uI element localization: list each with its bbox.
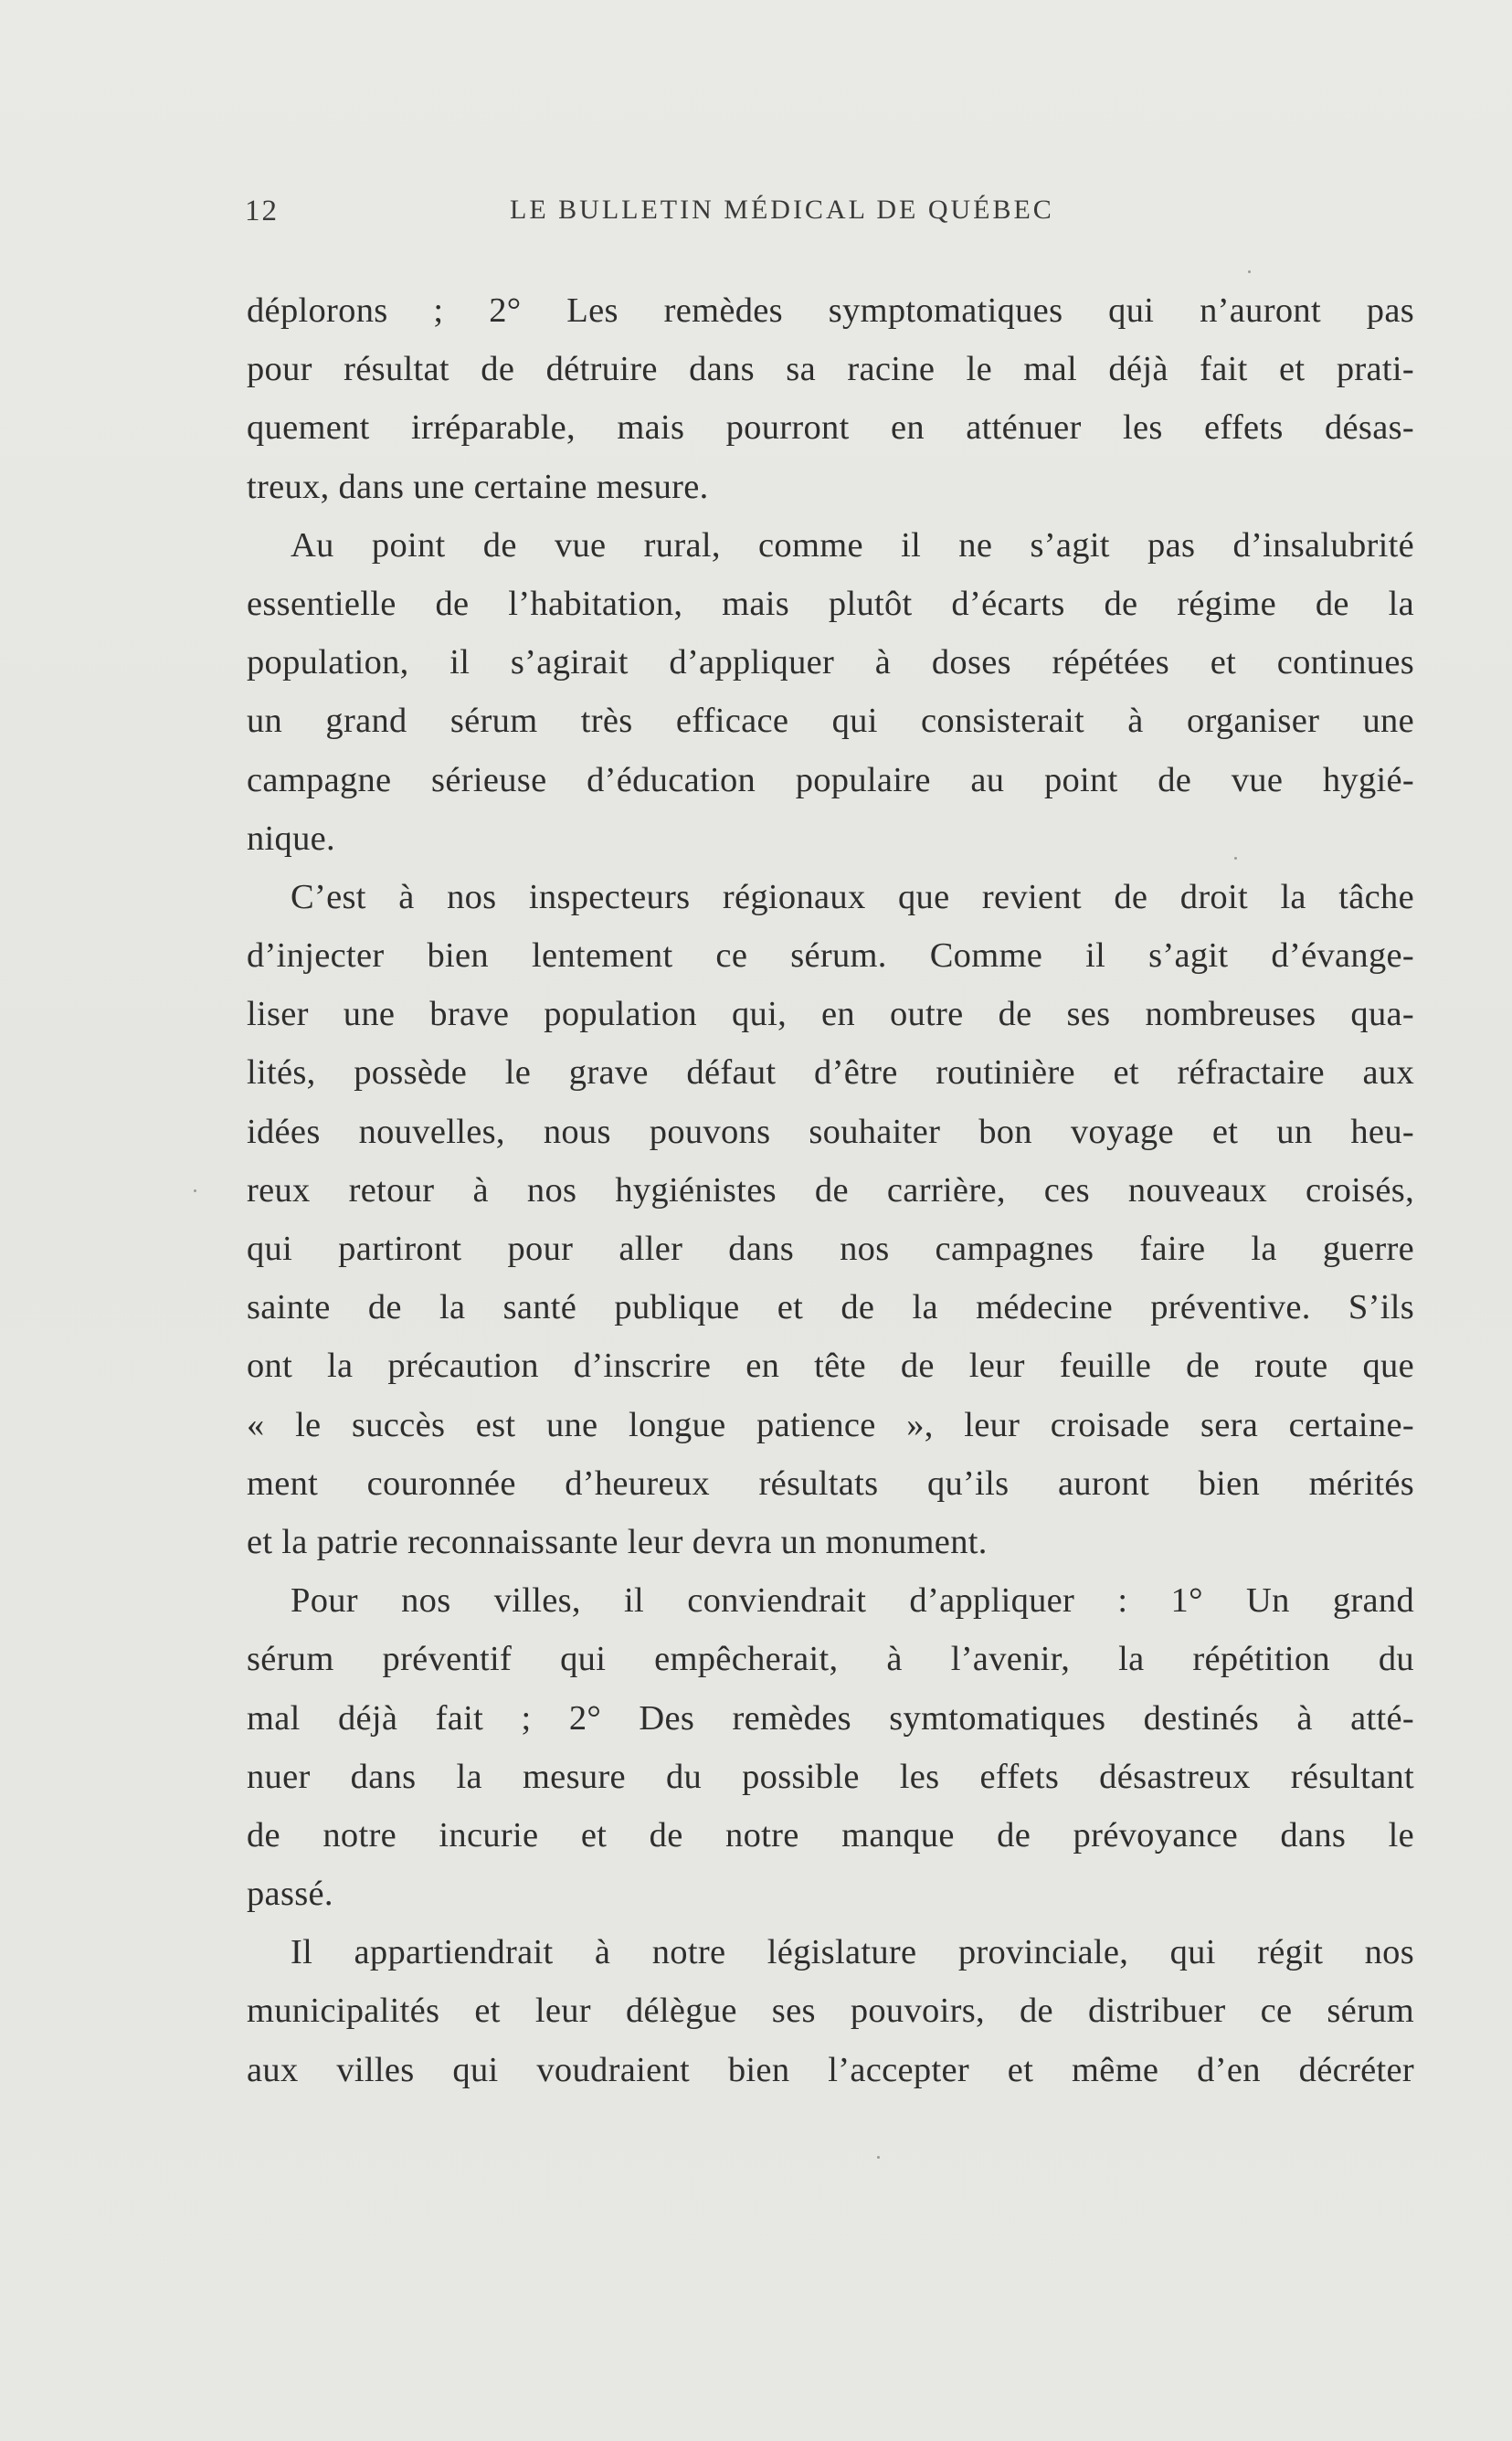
- text-line: treux, dans une certaine mesure.: [247, 467, 709, 506]
- text-line: mal déjà fait ; 2° Des remèdes symtomatiques destinés à atté-: [247, 1698, 1414, 1738]
- paper-speck: [1248, 270, 1251, 273]
- paper-speck: [877, 2156, 880, 2159]
- text-line: sérum préventif qui empêcherait, à l’avenir, la répétition du: [247, 1640, 1414, 1679]
- text-line: ment couronnée d’heureux résultats qu’ils auront bien mérités: [247, 1464, 1414, 1503]
- text-line: liser une brave population qui, en outre de ses nombreuses qua-: [247, 995, 1414, 1034]
- text-line: de notre incurie et de notre manque de prévoyance dans le: [247, 1815, 1414, 1855]
- text-line: nuer dans la mesure du possible les effets désastreux résultant: [247, 1757, 1414, 1796]
- text-line: idées nouvelles, nous pouvons souhaiter bon voyage et un heu-: [247, 1112, 1414, 1151]
- text-line: qui partiront pour aller dans nos campagnes faire la guerre: [247, 1230, 1414, 1268]
- text-line: déplorons ; 2° Les remèdes symptomatiques qui n’auront pas: [247, 291, 1414, 330]
- text-line: sainte de la santé publique et de la médecine préventive. S’ils: [247, 1288, 1414, 1327]
- page-header: [245, 195, 1414, 235]
- body-text: [247, 281, 1414, 2099]
- text-line: reux retour à nos hygiénistes de carrière, ces nouveaux croisés,: [247, 1170, 1414, 1210]
- text-line: aux villes qui voudraient bien l’accepter et même d’en décréter: [247, 2050, 1414, 2089]
- text-line: essentielle de l’habitation, mais plutôt d’écarts de régime de la: [247, 584, 1414, 623]
- paper-speck: [1234, 857, 1237, 860]
- text-line: un grand sérum très efficace qui consisterait à organiser une: [247, 702, 1414, 741]
- text-line: population, il s’agirait d’appliquer à doses répétées et continues: [247, 643, 1414, 682]
- text-line: nique.: [247, 819, 335, 858]
- running-title: LE BULLETIN MÉDICAL DE QUÉBEC: [510, 195, 1054, 225]
- text-line: d’injecter bien lentement ce sérum. Comme il s’agit d’évange-: [247, 936, 1414, 976]
- text-line: Au point de vue rural, comme il ne s’agit pas d’insalubrité: [291, 525, 1414, 565]
- text-line: Il appartiendrait à notre législature provinciale, qui régit nos: [291, 1933, 1414, 1972]
- text-line: municipalités et leur délègue ses pouvoirs, de distribuer ce sérum: [247, 1992, 1414, 2031]
- text-line: pour résultat de détruire dans sa racine le mal déjà fait et prati-: [247, 350, 1414, 389]
- text-line: et la patrie reconnaissante leur devra un monument.: [247, 1522, 988, 1561]
- text-line: campagne sérieuse d’éducation populaire au point de vue hygié-: [247, 760, 1414, 799]
- text-line: quement irréparable, mais pourront en atténuer les effets désas-: [247, 408, 1414, 448]
- paper-speck: [194, 1189, 196, 1192]
- text-line: lités, possède le grave défaut d’être routinière et réfractaire aux: [247, 1053, 1414, 1093]
- text-line: C’est à nos inspecteurs régionaux que revient de droit la tâche: [291, 877, 1414, 916]
- text-line: Pour nos villes, il conviendrait d’appliquer : 1° Un grand: [291, 1581, 1414, 1621]
- text-line: « le succès est une longue patience », leur croisade sera certaine-: [247, 1405, 1414, 1444]
- page-number: 12: [245, 195, 279, 227]
- text-line: ont la précaution d’inscrire en tête de leur feuille de route que: [247, 1347, 1414, 1386]
- text-line: passé.: [247, 1875, 333, 1914]
